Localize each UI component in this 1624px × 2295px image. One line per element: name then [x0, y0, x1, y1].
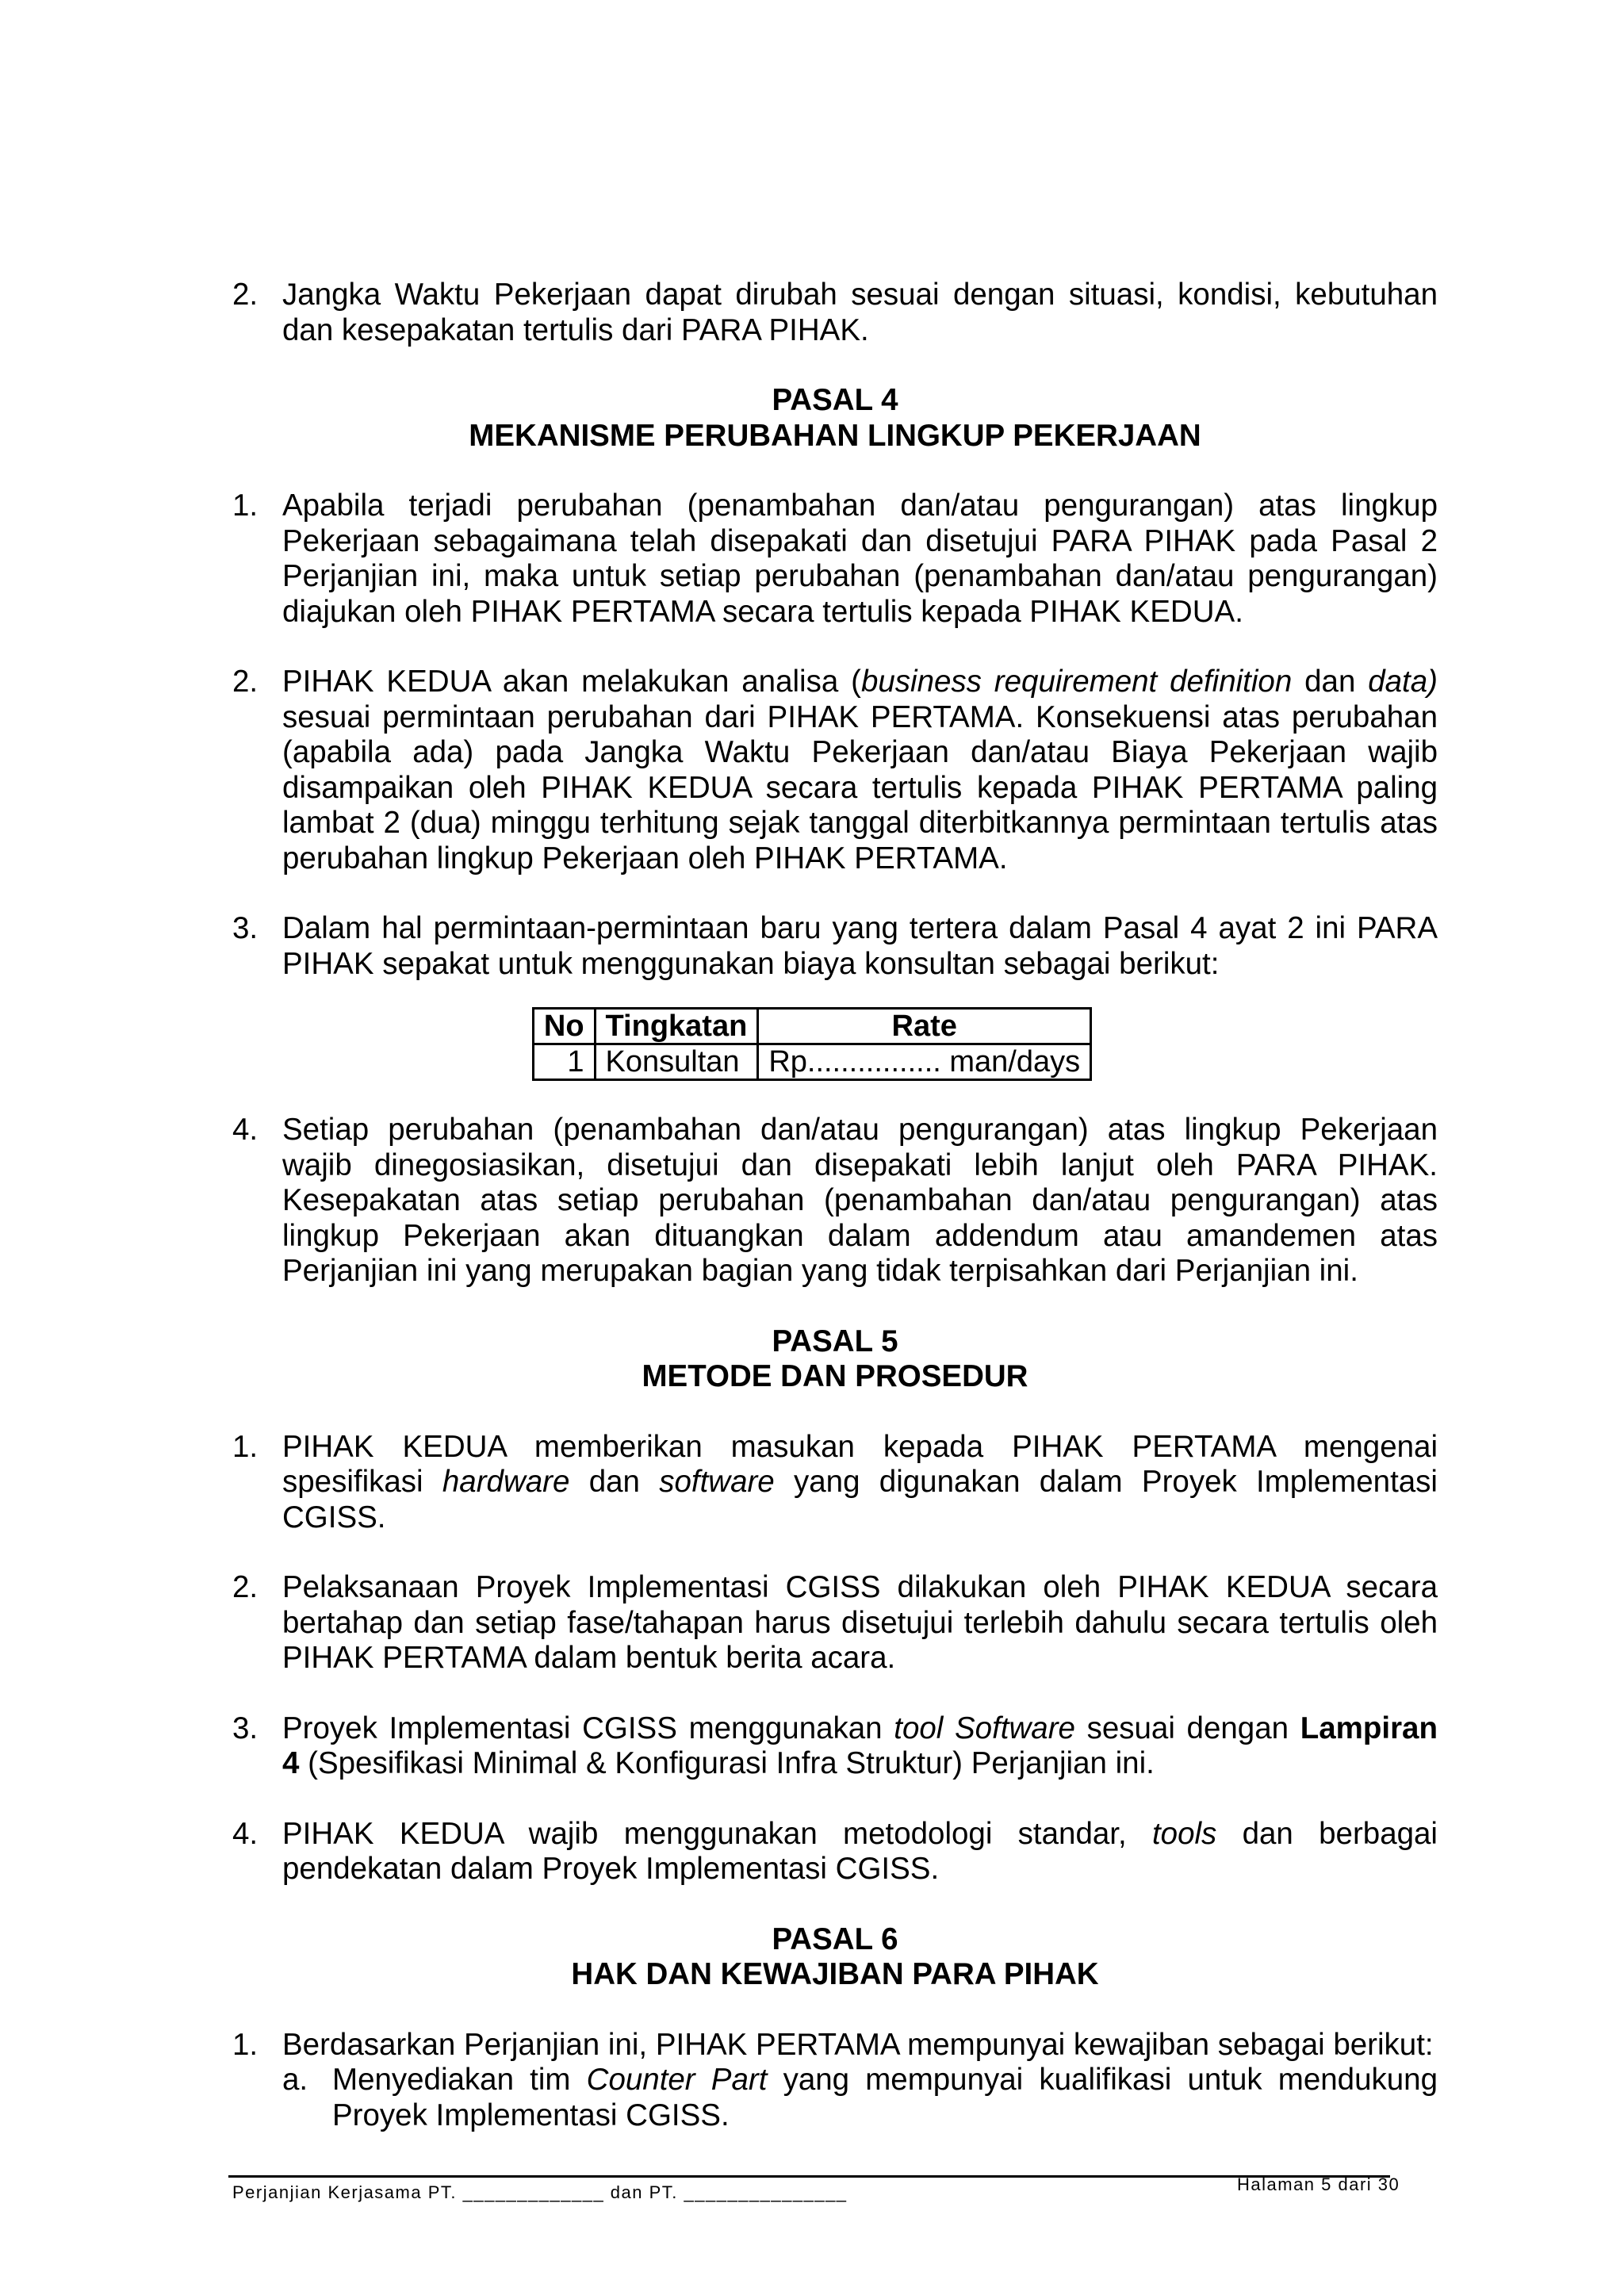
- item-text-part: (Spesifikasi Minimal & Konfigurasi Infra Struktur) Perjanjian ini.: [299, 1746, 1155, 1780]
- column-header-no: No: [533, 1009, 595, 1044]
- pasal-5-number: PASAL 5: [772, 1324, 898, 1358]
- item-text-part: PIHAK KEDUA memberikan masukan kepada PIHAK PERTAMA mengenai spesifikasi: [282, 1429, 1438, 1499]
- item-number: 2.: [232, 665, 259, 699]
- item-text-italic: hardware: [442, 1465, 570, 1499]
- pasal-4-number: PASAL 4: [772, 383, 898, 417]
- item-text-italic: software: [659, 1465, 775, 1499]
- pasal-5-item-3: [232, 1711, 1438, 1782]
- table-row: [533, 1044, 1090, 1080]
- item-text: Jangka Waktu Pekerjaan dapat dirubah sesuai dengan situasi, kondisi, kebutuhan dan kesepakatan tertulis dari PARA PIHAK.: [282, 278, 1438, 347]
- item-number: 2.: [232, 1570, 259, 1604]
- item-number: 4.: [232, 1113, 259, 1147]
- pasal-5-title: METODE DAN PROSEDUR: [642, 1359, 1028, 1393]
- pasal-4-item-1: [232, 489, 1438, 630]
- previous-article-item-2: [232, 278, 1438, 348]
- table-header-row: [533, 1009, 1090, 1044]
- item-text: Pelaksanaan Proyek Implementasi CGISS dilakukan oleh PIHAK KEDUA secara bertahap dan setiap fase/tahapan harus disetujui terlebih dahulu secara tertulis oleh PIHAK PERTAMA dalam bentuk berita acara.: [282, 1570, 1438, 1675]
- footer-agreement-label: Perjanjian Kerjasama PT. _____________ dan PT. _______________: [232, 2182, 848, 2202]
- item-text: Dalam hal permintaan-permintaan baru yang tertera dalam Pasal 4 ayat 2 ini PARA PIHAK sepakat untuk menggunakan biaya konsultan sebagai berikut:: [282, 911, 1438, 981]
- item-text-italic: data): [1368, 665, 1438, 699]
- column-header-rate: Rate: [758, 1009, 1091, 1044]
- item-number: 3.: [232, 911, 259, 945]
- footer-page-number: Halaman 5 dari 30: [1237, 2174, 1400, 2194]
- item-text-part: sesuai dengan: [1074, 1711, 1300, 1745]
- item-text-italic: business requirement definition: [860, 665, 1293, 699]
- sub-item-letter: a.: [282, 2063, 308, 2097]
- cell-rate: Rp................ man/days: [758, 1044, 1091, 1080]
- item-text-italic: tool Software: [894, 1711, 1075, 1745]
- pasal-4-item-2: [232, 665, 1438, 876]
- item-number: 1.: [232, 2027, 259, 2062]
- pasal-6-title: HAK DAN KEWAJIBAN PARA PIHAK: [571, 1957, 1099, 1991]
- item-text-part: Menyediakan tim: [332, 2063, 587, 2097]
- item-text-bold: Lampiran 4: [282, 1711, 1438, 1780]
- pasal-5-item-2: [232, 1570, 1438, 1676]
- consultant-rate-table: [532, 1007, 1092, 1081]
- pasal-5-item-4: [232, 1817, 1438, 1887]
- item-text-part: dan: [569, 1465, 660, 1499]
- pasal-4-title: MEKANISME PERUBAHAN LINGKUP PEKERJAAN: [469, 418, 1201, 453]
- pasal-6-item-1-sub-a: [282, 2063, 1438, 2133]
- item-text-part: PIHAK KEDUA wajib menggunakan metodologi standar,: [282, 1816, 1152, 1851]
- document-body: [232, 278, 1438, 2133]
- item-text: Apabila terjadi perubahan (penambahan dan/atau pengurangan) atas lingkup Pekerjaan sebagaimana telah disepakati dan disetujui PARA PIHAK pada Pasal 2 Perjanjian ini, maka untuk setiap perubahan (penambahan dan/atau pengurangan) diajukan oleh PIHAK PERTAMA secara tertulis kepada PIHAK KEDUA.: [282, 489, 1438, 629]
- item-text: Setiap perubahan (penambahan dan/atau pengurangan) atas lingkup Pekerjaan wajib dinegosiasikan, disetujui dan disepakati lebih lanjut oleh PARA PIHAK. Kesepakatan atas setiap perubahan (penambahan dan/atau pengurangan) atas lingkup Pekerjaan akan dituangkan dalam addendum atau amandemen atas Perjanjian ini yang merupakan bagian yang tidak terpisahkan dari Perjanjian ini.: [282, 1113, 1438, 1288]
- pasal-4-item-4: [232, 1113, 1438, 1289]
- item-number: 4.: [232, 1816, 259, 1851]
- item-text-part: yang digunakan dalam Proyek Implementasi CGISS.: [282, 1465, 1438, 1534]
- item-text-part: yang mempunyai kualifikasi untuk mendukung Proyek Implementasi CGISS.: [332, 2063, 1438, 2132]
- pasal-6-item-1: [232, 2028, 1438, 2134]
- item-number: 1.: [232, 1429, 259, 1464]
- cell-tingkatan: Konsultan: [595, 1044, 758, 1080]
- item-number: 1.: [232, 489, 259, 523]
- item-text-part: dan berbagai pendekatan dalam Proyek Implementasi CGISS.: [282, 1816, 1438, 1886]
- column-header-tingkatan: Tingkatan: [595, 1009, 758, 1044]
- cell-no: 1: [533, 1044, 595, 1080]
- item-text-italic: Counter Part: [586, 2063, 768, 2097]
- pasal-6-number: PASAL 6: [772, 1921, 898, 1956]
- pasal-5-item-1: [232, 1430, 1438, 1536]
- item-text-part: Proyek Implementasi CGISS menggunakan: [282, 1711, 894, 1745]
- item-text-part: dan: [1292, 665, 1369, 699]
- footer-divider: [228, 2175, 1390, 2178]
- item-text-part: sesuai permintaan perubahan dari PIHAK PERTAMA. Konsekuensi atas perubahan (apabila ada) pada Jangka Waktu Pekerjaan dan/atau Biaya Pekerjaan wajib disampaikan oleh PIHAK KEDUA secara tertulis kepada PIHAK PERTAMA paling lambat 2 (dua) minggu terhitung sejak tanggal diterbitkannya permintaan tertulis atas perubahan lingkup Pekerjaan oleh PIHAK PERTAMA.: [282, 699, 1438, 875]
- item-text-italic: tools: [1151, 1816, 1217, 1851]
- item-number: 3.: [232, 1711, 259, 1745]
- item-text-part: PIHAK KEDUA akan melakukan analisa (: [282, 665, 861, 699]
- item-text: Berdasarkan Perjanjian ini, PIHAK PERTAMA mempunyai kewajiban sebagai berikut:: [282, 2027, 1434, 2062]
- pasal-4-item-3: [232, 911, 1438, 982]
- item-number: 2.: [232, 278, 259, 312]
